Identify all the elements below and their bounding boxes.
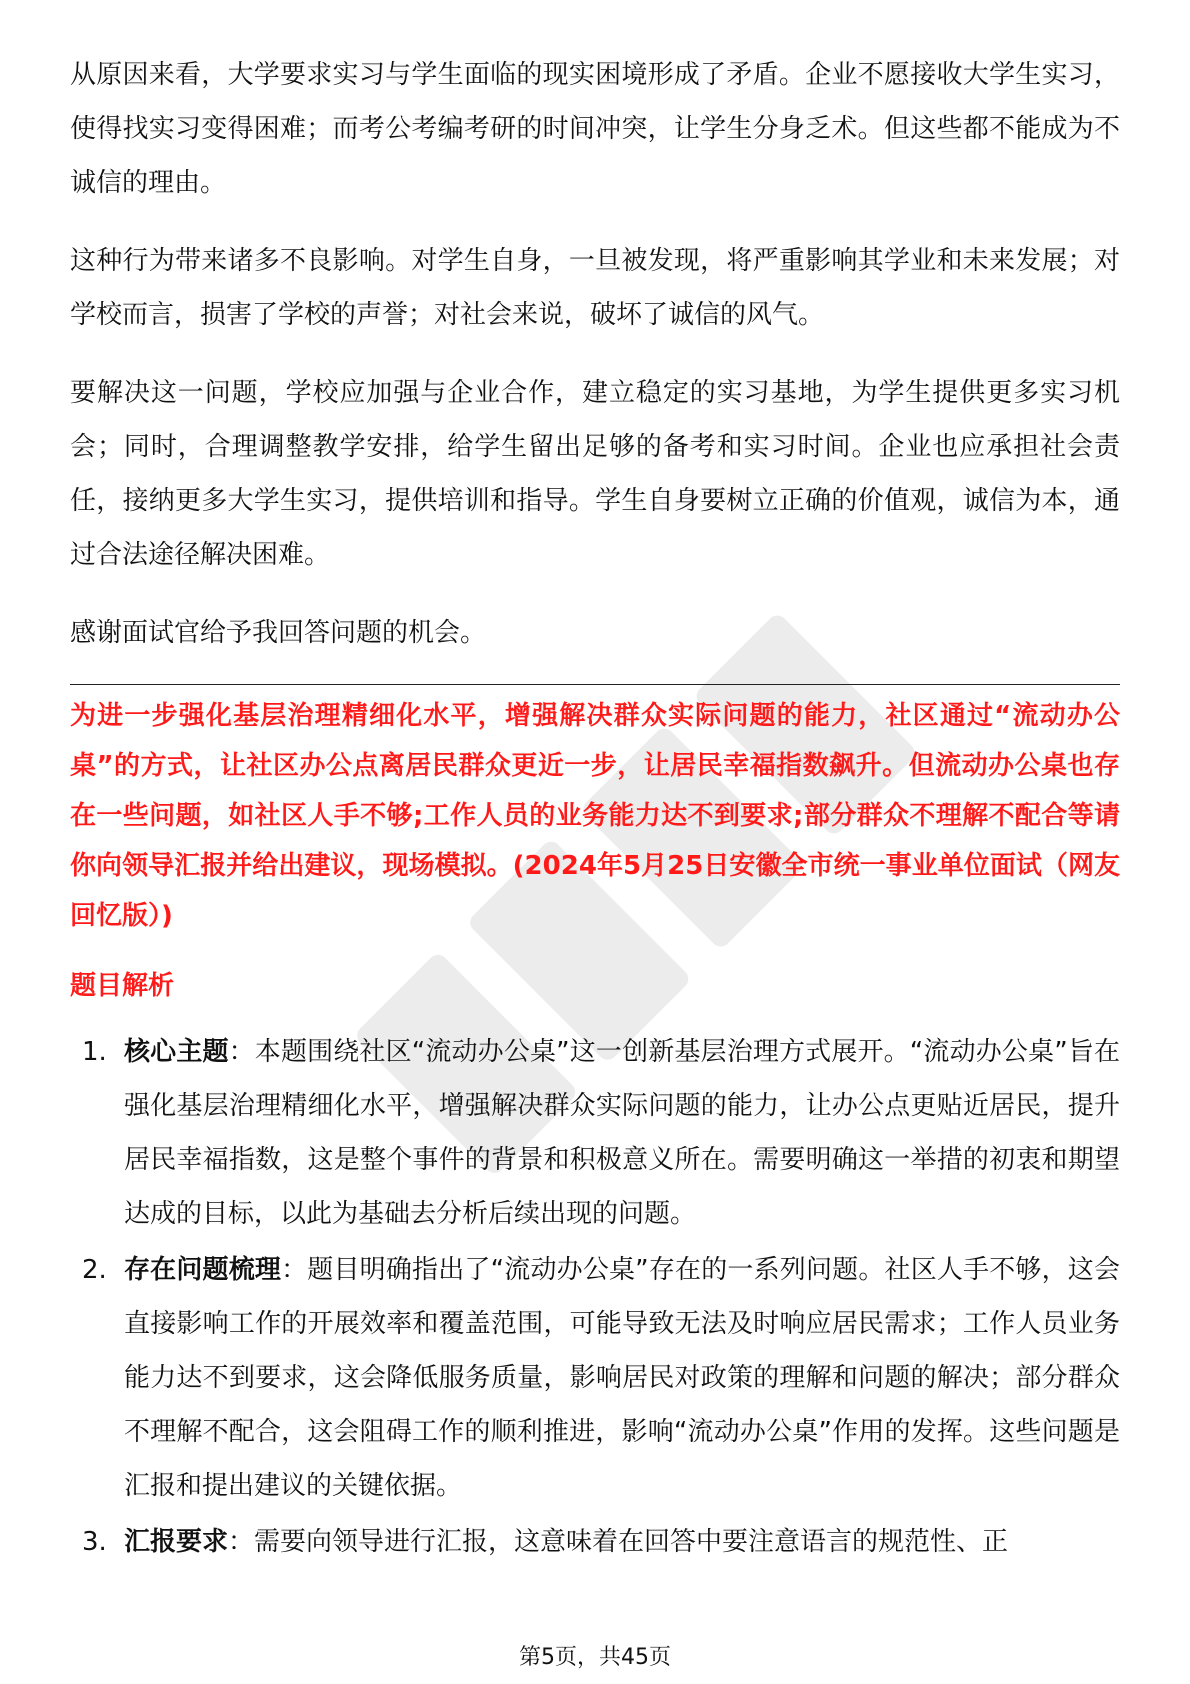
paragraph-effects: 这种行为带来诸多不良影响。对学生自身，一旦被发现，将严重影响其学业和未来发展；对学校而言，损害了学校的声誉；对社会来说，破坏了诚信的风气。 [70,246,1120,330]
analysis-item [70,1243,1120,1513]
section-divider [70,684,1120,685]
item-label: 存在问题梳理 [124,1255,282,1285]
item-label: 汇报要求 [124,1527,229,1557]
paragraph-thanks: 感谢面试官给予我回答问题的机会。 [70,618,487,648]
analysis-item [70,1515,1120,1569]
analysis-list [70,1025,1120,1569]
item-text: ：题目明确指出了“流动办公桌”存在的一系列问题。社区人手不够，这会直接影响工作的开展效率和覆盖范围，可能导致无法及时响应居民需求；工作人员业务能力达不到要求，这会降低服务质量，影响居民对政策的理解和问题的解决；部分群众不理解不配合，这会阻碍工作的顺利推进，影响“流动办公桌”作用的发挥。这些问题是汇报和提出建议的关键依据。 [124,1255,1120,1501]
item-number: 3. [82,1527,107,1557]
analysis-item [70,1025,1120,1241]
page-content [70,48,1120,1571]
page-footer: 第5页，共45页 [519,1645,671,1670]
question-text: 为进一步强化基层治理精细化水平，增强解决群众实际问题的能力，社区通过“流动办公桌”的方式，让社区办公点离居民群众更近一步，让居民幸福指数飙升。但流动办公桌也存在一些问题，如社区人手不够;工作人员的业务能力达不到要求;部分群众不理解不配合等请你向领导汇报并给出建议，现场模拟。(2024年5月25日安徽全市统一事业单位面试（网友回忆版）) [70,701,1120,931]
item-text: ：本题围绕社区“流动办公桌”这一创新基层治理方式展开。“流动办公桌”旨在强化基层治理精细化水平，增强解决群众实际问题的能力，让办公点更贴近居民，提升居民幸福指数，这是整个事件的背景和积极意义所在。需要明确这一举措的初衷和期望达成的目标，以此为基础去分析后续出现的问题。 [124,1037,1120,1229]
paragraph-causes: 从原因来看，大学要求实习与学生面临的现实困境形成了矛盾。企业不愿接收大学生实习，使得找实习变得困难；而考公考编考研的时间冲突，让学生分身乏术。但这些都不能成为不诚信的理由。 [70,60,1120,198]
analysis-heading: 题目解析 [70,971,175,1001]
item-text: ：需要向领导进行汇报，这意味着在回答中要注意语言的规范性、正 [228,1527,1009,1557]
item-label: 核心主题 [124,1037,229,1067]
item-number: 1. [82,1037,107,1067]
paragraph-solutions: 要解决这一问题，学校应加强与企业合作，建立稳定的实习基地，为学生提供更多实习机会；同时，合理调整教学安排，给学生留出足够的备考和实习时间。企业也应承担社会责任，接纳更多大学生实习，提供培训和指导。学生自身要树立正确的价值观，诚信为本，通过合法途径解决困难。 [70,378,1120,570]
item-number: 2. [82,1255,107,1285]
